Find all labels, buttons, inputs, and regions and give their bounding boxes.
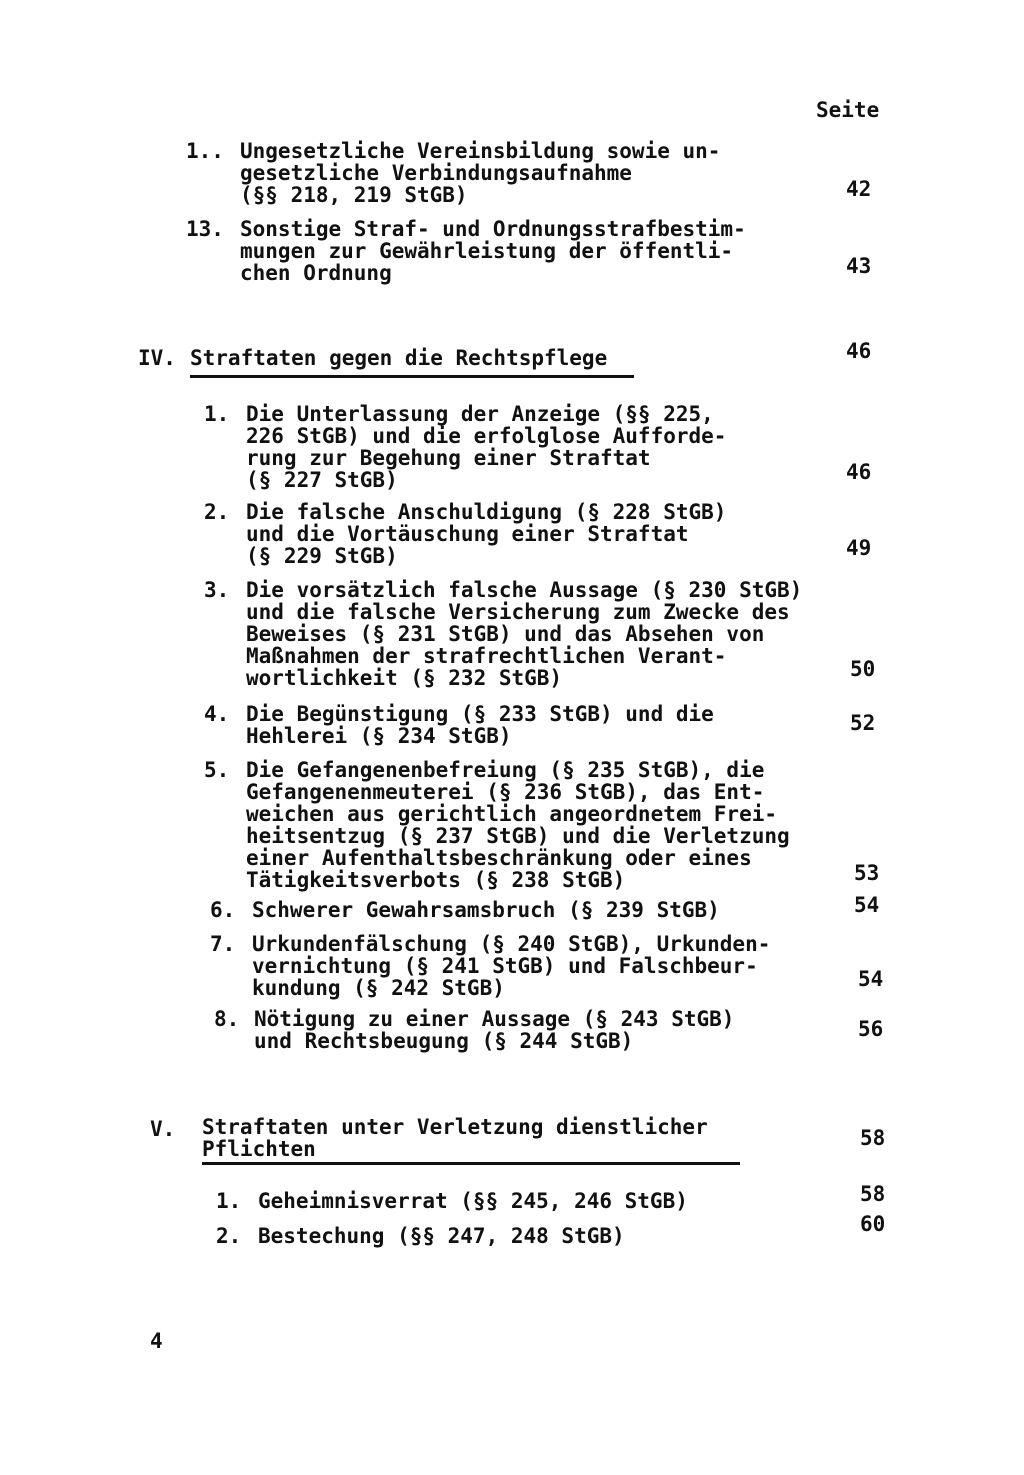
entry-number: 7.	[210, 932, 236, 956]
page-number: 42	[846, 177, 872, 201]
page-number: 54	[858, 967, 884, 991]
entry-line: und die falsche Versicherung zum Zwecke des	[246, 600, 790, 624]
page-number: 58	[860, 1126, 886, 1150]
section-title: Pflichten	[202, 1137, 316, 1161]
entry-number: 5.	[204, 758, 230, 782]
section-numeral: IV.	[138, 346, 176, 370]
entry-line: Die Begünstigung (§ 233 StGB) und die	[246, 702, 714, 726]
section-numeral: V.	[150, 1117, 176, 1141]
entry-line: Die Gefangenenbefreiung (§ 235 StGB), die	[246, 758, 765, 782]
entry-line: einer Aufenthaltsbeschränkung oder eines	[246, 846, 752, 870]
entry-line: Hehlerei (§ 234 StGB)	[246, 724, 512, 748]
entry-line: und Rechtsbeugung (§ 244 StGB)	[254, 1029, 634, 1053]
page-number: 49	[846, 536, 872, 560]
entry-line: kundung (§ 242 StGB)	[252, 976, 505, 1000]
entry-number: 13.	[186, 217, 224, 241]
page-number: 52	[850, 711, 876, 735]
entry-number: 4.	[204, 702, 230, 726]
page-number: 56	[858, 1017, 884, 1041]
entry-line: heitsentzug (§ 237 StGB) und die Verletzung	[246, 824, 790, 848]
page-number: 50	[850, 657, 876, 681]
entry-number: 8.	[214, 1007, 240, 1031]
entry-number: 2.	[204, 500, 230, 524]
entry-line: Gefangenenmeuterei (§ 236 StGB), das Ent-	[246, 780, 765, 804]
entry-line: Die vorsätzlich falsche Aussage (§ 230 StGB)	[246, 578, 803, 602]
entry-number: 2.	[216, 1224, 242, 1248]
entry-line: gesetzliche Verbindungsaufnahme	[240, 161, 632, 185]
entry-number: 1.	[216, 1189, 242, 1213]
page-number: 54	[854, 893, 880, 917]
section-title: Straftaten gegen die Rechtspflege	[190, 346, 608, 370]
footer-page-number: 4	[150, 1329, 163, 1353]
seite-header: Seite	[816, 98, 880, 122]
entry-line: Beweises (§ 231 StGB) und das Absehen von	[246, 622, 765, 646]
section-underline	[190, 375, 634, 378]
section-title: Straftaten unter Verletzung dienstlicher	[202, 1115, 708, 1139]
entry-line: (§ 227 StGB)	[246, 468, 398, 492]
entry-line: Nötigung zu einer Aussage (§ 243 StGB)	[254, 1007, 735, 1031]
entry-line: Ungesetzliche Vereinsbildung sowie un-	[240, 139, 721, 163]
entry-number: 1..	[186, 139, 224, 163]
page-number: 60	[860, 1212, 886, 1236]
entry-line: wortlichkeit (§ 232 StGB)	[246, 666, 563, 690]
entry-line: rung zur Begehung einer Straftat	[246, 446, 651, 470]
entry-line: Geheimnisverrat (§§ 245, 246 StGB)	[258, 1189, 688, 1213]
entry-line: Schwerer Gewahrsamsbruch (§ 239 StGB)	[252, 898, 720, 922]
page-number: 43	[846, 254, 872, 278]
entry-line: (§§ 218, 219 StGB)	[240, 183, 468, 207]
entry-line: Die falsche Anschuldigung (§ 228 StGB)	[246, 500, 727, 524]
entry-line: weichen aus gerichtlich angeordnetem Frei-	[246, 802, 778, 826]
page-number: 58	[860, 1182, 886, 1206]
entry-line: 226 StGB) und die erfolglose Aufforde-	[246, 424, 727, 448]
entry-line: Die Unterlassung der Anzeige (§§ 225,	[246, 402, 714, 426]
entry-line: vernichtung (§ 241 StGB) und Falschbeur-	[252, 954, 758, 978]
entry-number: 6.	[210, 898, 236, 922]
section-underline	[202, 1162, 740, 1165]
entry-line: mungen zur Gewährleistung der öffentli-	[240, 239, 734, 263]
entry-number: 1.	[204, 402, 230, 426]
entry-line: Maßnahmen der strafrechtlichen Verant-	[246, 644, 727, 668]
entry-line: und die Vortäuschung einer Straftat	[246, 522, 689, 546]
page-number: 46	[846, 460, 872, 484]
entry-line: Urkundenfälschung (§ 240 StGB), Urkunden-	[252, 932, 771, 956]
entry-number: 3.	[204, 578, 230, 602]
entry-line: Bestechung (§§ 247, 248 StGB)	[258, 1224, 625, 1248]
page-number: 46	[846, 339, 872, 363]
entry-line: chen Ordnung	[240, 261, 392, 285]
page-number: 53	[854, 861, 880, 885]
entry-line: Tätigkeitsverbots (§ 238 StGB)	[246, 868, 626, 892]
entry-line: Sonstige Straf- und Ordnungsstrafbestim-	[240, 217, 746, 241]
entry-line: (§ 229 StGB)	[246, 544, 398, 568]
